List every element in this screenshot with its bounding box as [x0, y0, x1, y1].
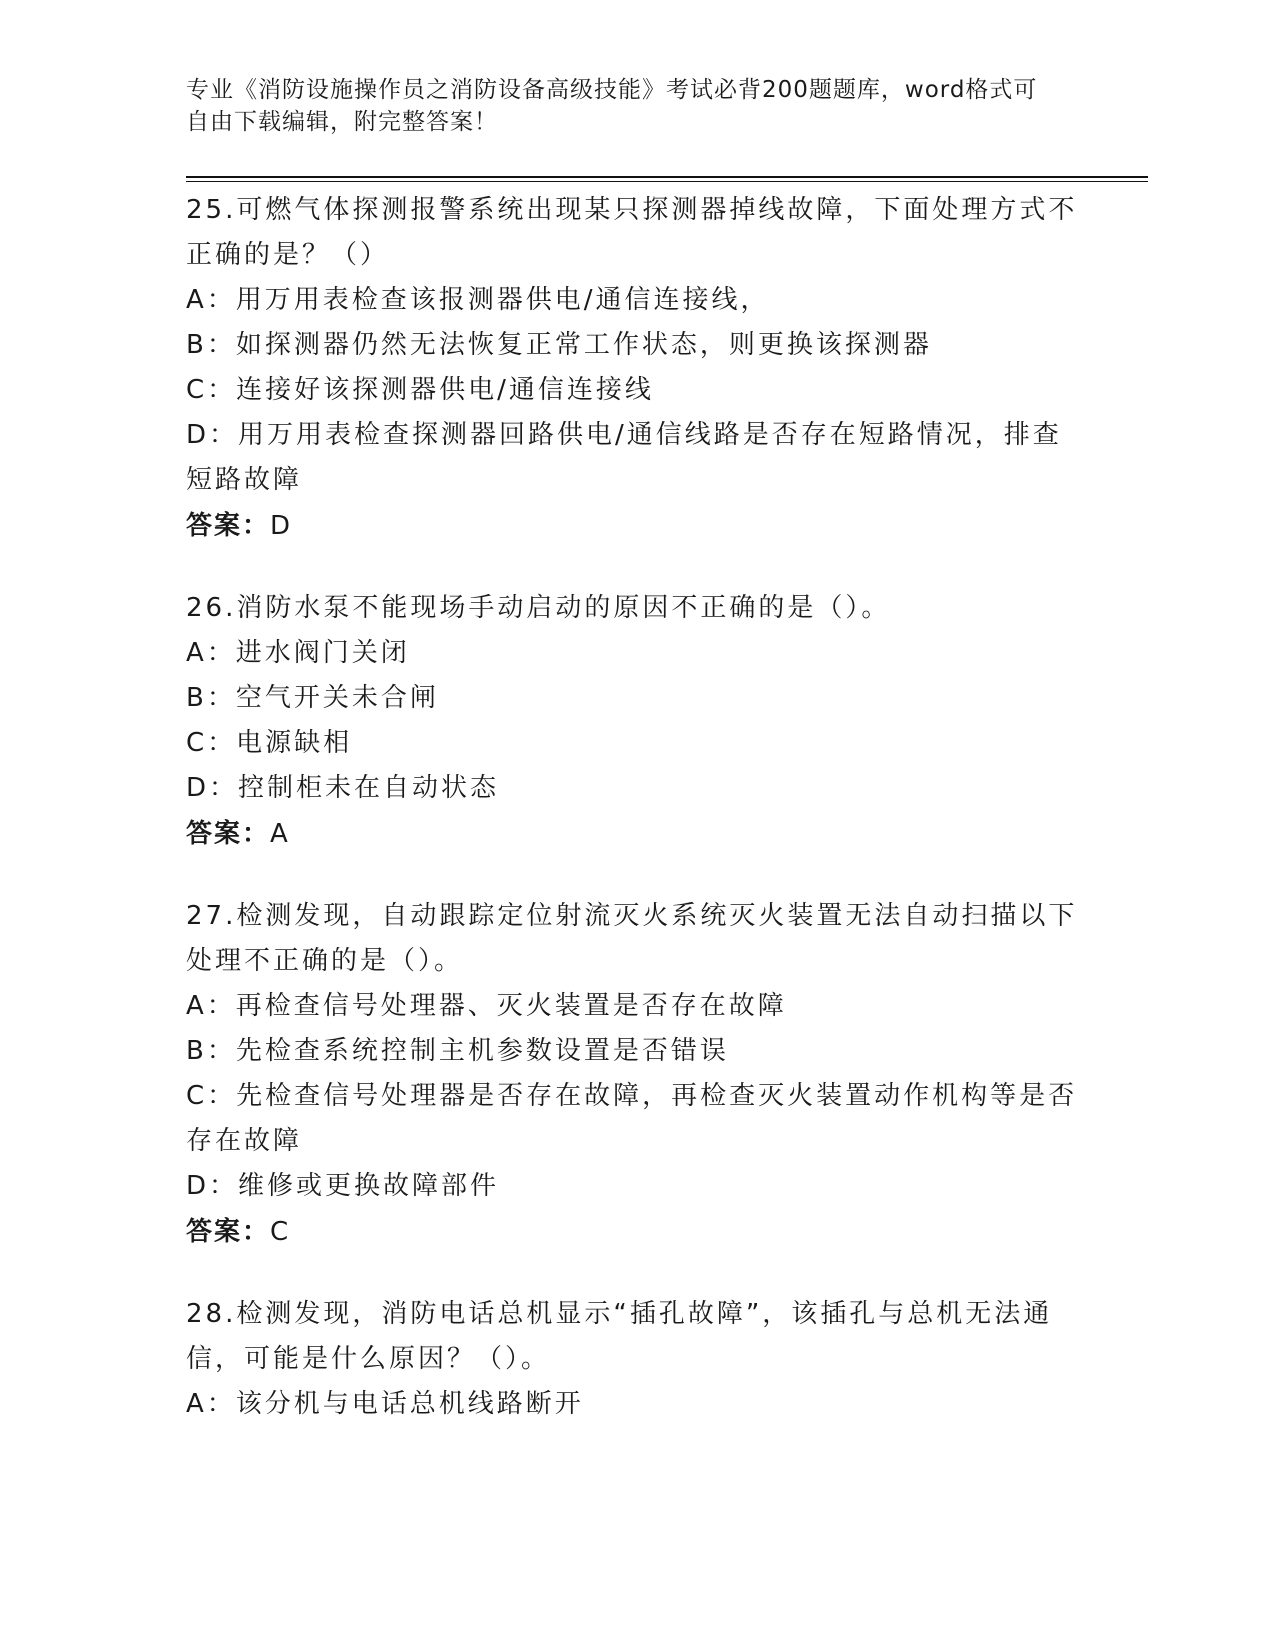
option-a: A：进水阀门关闭: [186, 638, 410, 668]
question-28: [186, 1292, 1086, 1427]
answer-label: 答案：: [186, 511, 271, 541]
option-d-continued: 短路故障: [186, 465, 303, 495]
option-d: D：用万用表检查探测器回路供电/通信线路是否存在短路情况，排查: [186, 420, 1062, 450]
answer-label: 答案：: [186, 1217, 271, 1247]
option-b: B：如探测器仍然无法恢复正常工作状态，则更换该探测器: [186, 330, 932, 360]
question-27: [186, 894, 1086, 1255]
header-line-2: 自由下载编辑，附完整答案！: [186, 109, 498, 135]
question-stem-continued: 正确的是？（）: [186, 240, 390, 270]
question-stem: 26.消防水泵不能现场手动启动的原因不正确的是（）。: [186, 593, 891, 623]
answer-line: [186, 811, 1086, 857]
header-divider-thick: [186, 176, 1148, 178]
option-b: B：先检查系统控制主机参数设置是否错误: [186, 1036, 729, 1066]
answer-value: A: [270, 819, 290, 849]
option-c: C：电源缺相: [186, 728, 353, 758]
option-a: A：再检查信号处理器、灭火装置是否存在故障: [186, 991, 787, 1021]
option-c-continued: 存在故障: [186, 1126, 303, 1156]
option-a: A：用万用表检查该报测器供电/通信连接线，: [186, 285, 770, 315]
option-a: A：该分机与电话总机线路断开: [186, 1389, 584, 1419]
option-d: D：控制柜未在自动状态: [186, 773, 500, 803]
option-d: D：维修或更换故障部件: [186, 1171, 500, 1201]
question-stem: 28.检测发现，消防电话总机显示“插孔故障”，该插孔与总机无法通: [186, 1299, 1053, 1329]
answer-line: [186, 1209, 1086, 1255]
question-stem: 27.检测发现，自动跟踪定位射流灭火系统灭火装置无法自动扫描以下: [186, 901, 1078, 931]
answer-label: 答案：: [186, 819, 271, 849]
option-b: B：空气开关未合闸: [186, 683, 439, 713]
header-line-1: 专业《消防设施操作员之消防设备高级技能》考试必背200题题库，word格式可: [186, 77, 1038, 103]
question-26: [186, 586, 1086, 857]
option-c: C：先检查信号处理器是否存在故障，再检查灭火装置动作机构等是否: [186, 1081, 1078, 1111]
answer-value: D: [270, 511, 293, 541]
document-header: [186, 74, 1066, 138]
answer-line: [186, 503, 1086, 549]
option-c: C：连接好该探测器供电/通信连接线: [186, 375, 654, 405]
header-divider-thin: [186, 181, 1148, 182]
question-stem: 25.可燃气体探测报警系统出现某只探测器掉线故障，下面处理方式不: [186, 195, 1078, 225]
question-list: [186, 188, 1086, 1464]
question-25: [186, 188, 1086, 549]
answer-value: C: [270, 1217, 291, 1247]
question-stem-continued: 处理不正确的是（）。: [186, 946, 464, 976]
question-stem-continued: 信，可能是什么原因？（）。: [186, 1344, 551, 1374]
